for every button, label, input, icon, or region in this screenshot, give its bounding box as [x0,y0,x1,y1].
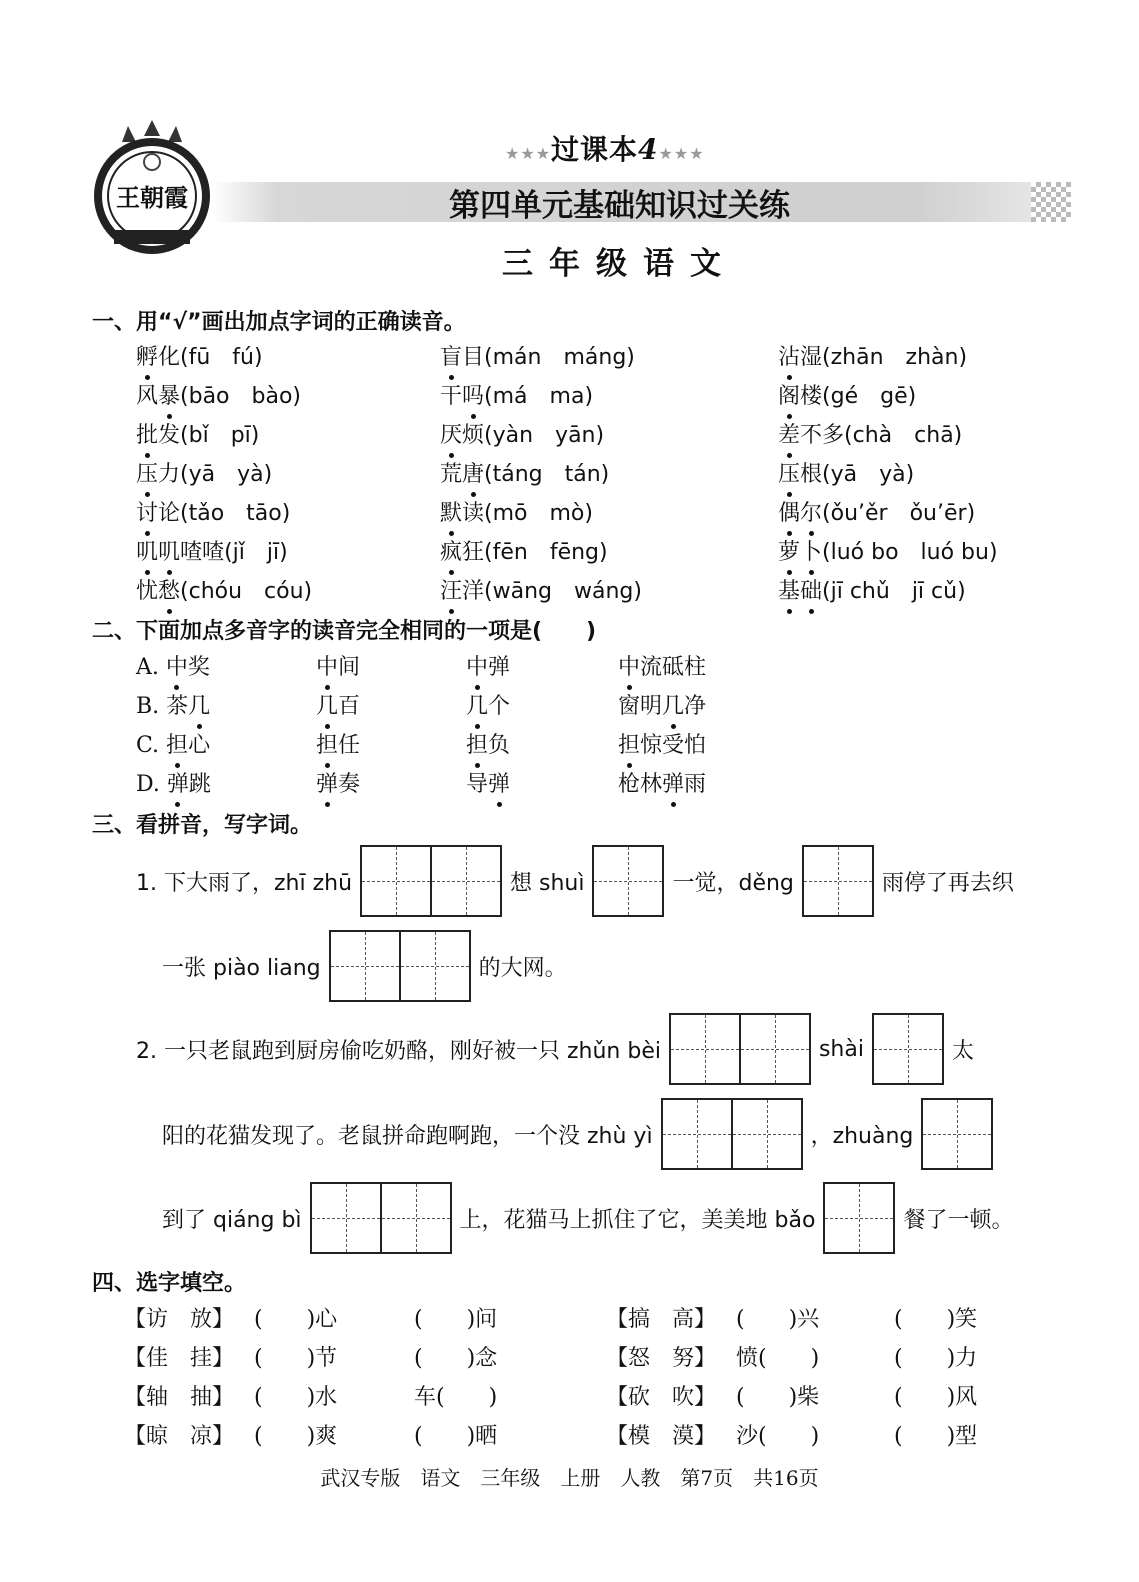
char-choices: 【搞 高】 [606,1307,717,1332]
reading-item [136,574,312,613]
character: 目 [462,345,485,370]
word-text [166,733,210,758]
character: 中 [466,650,488,681]
character: 根 [800,462,823,487]
s3-q1-text-e: 一张 piào liang [162,955,321,981]
fill-blank[interactable]: ( )节 [254,1346,338,1371]
character: 茶 [166,694,189,719]
character: 导 [466,772,489,797]
character: 默 [440,496,462,527]
character: 净 [684,694,707,719]
option-word [316,689,360,720]
item-word [136,501,180,526]
fill-blank[interactable]: ( )笑 [894,1307,978,1332]
character: 盲 [440,340,462,371]
character: 唐 [462,457,484,488]
item-word [778,423,844,448]
character: 压 [136,457,158,488]
word-text [316,655,360,680]
fill-blank[interactable]: ( )爽 [254,1424,338,1449]
character: 萝 [778,535,800,566]
option-word [316,728,360,759]
item-word [136,384,180,409]
reading-item [778,340,998,379]
character: 百 [338,694,361,719]
reading-item [778,379,998,418]
character: 担 [618,728,640,759]
word-text [167,772,211,797]
series-prefix: 过课本 [551,133,639,166]
s3-q1-text-c: 一觉，děng [672,870,794,896]
item-word [440,462,484,487]
character: 不 [800,423,823,448]
s3-q1-text-d: 雨停了再去织 [881,870,1014,896]
reading-item [440,418,642,457]
reading-item [440,457,642,496]
character: 喳 [202,540,225,565]
option-label: A. [136,655,166,680]
word-text [618,733,706,758]
character: 担 [166,728,188,759]
reading-item [440,496,642,535]
s3-q2-text-g: 上，花猫马上抓住了它，美美地 bǎo [459,1207,816,1233]
character: 任 [338,733,361,758]
section4-title: 四、选字填空。 [92,1271,247,1296]
pinyin-options[interactable]: (mán máng) [484,345,635,370]
character: 尔 [800,496,822,527]
character: 叽 [158,535,180,566]
answer-boxes[interactable] [802,845,874,917]
logo-text: 王朝霞 [116,183,188,212]
character: 偶 [778,496,800,527]
answer-boxes[interactable] [310,1182,452,1254]
option-word [136,650,210,681]
item-word [440,540,484,565]
answer-boxes[interactable] [592,845,664,917]
option-label: D. [136,772,167,797]
character: 疯 [440,535,462,566]
pinyin-options[interactable]: (chóu cóu) [180,579,313,604]
s3-q2-text-d: 阳的花猫发现了。老鼠拼命跑啊跑，一个没 zhù yì [162,1123,653,1149]
character: 枪 [618,772,641,797]
reading-item [136,535,312,574]
word-text [466,733,510,758]
character: 狂 [462,540,485,565]
character: 卜 [800,535,822,566]
reading-item [778,496,998,535]
character: 几 [316,689,338,720]
pinyin-options[interactable]: (bǐ pī) [180,423,260,448]
character: 暴 [158,379,180,410]
answer-boxes[interactable] [872,1013,944,1085]
option-word [136,689,210,720]
item-word [440,345,484,370]
character: 跳 [188,772,211,797]
s3-q2-line1 [136,1013,974,1085]
character: 荒 [440,462,463,487]
section1-column-1 [136,340,312,613]
s3-q2-text-c: 太 [951,1038,974,1064]
reading-item [440,379,642,418]
unit-title: 第四单元基础知识过关练 [449,188,790,224]
series-number: 4 [638,133,659,166]
character: 惊 [640,733,663,758]
pinyin-options[interactable]: (tǎo tāo) [180,501,291,526]
reading-item [136,379,312,418]
word-text [618,694,706,719]
character: 叽 [136,535,158,566]
pinyin-options[interactable]: (wāng wáng) [484,579,642,604]
word-text [466,655,510,680]
character: 批 [136,418,158,449]
option-label: B. [136,694,167,719]
character: 弹 [488,655,511,680]
fill-blank[interactable]: ( )型 [894,1424,978,1449]
reading-item [778,418,998,457]
character: 几 [188,689,210,720]
section1-column-2 [440,340,642,613]
item-word [440,501,484,526]
pinyin-options[interactable]: (yā yà) [822,462,915,487]
pinyin-options[interactable]: (fū fú) [180,345,263,370]
character: 负 [488,733,511,758]
reading-item [778,457,998,496]
char-choices: 【砍 吹】 [606,1385,717,1410]
item-word [778,501,822,526]
character: 楼 [800,384,823,409]
character: 力 [158,462,181,487]
item-word [778,384,822,409]
s3-q2-text-h: 餐了一顿。 [903,1207,1014,1233]
character: 压 [778,457,800,488]
word-text [316,772,360,797]
character: 洋 [462,579,485,604]
item-word [440,384,484,409]
fill-row [124,1419,1024,1458]
word-text [466,694,510,719]
character: 忧 [136,579,159,604]
pinyin-options[interactable]: (jī chǔ jī cǔ) [822,579,966,604]
option-word [316,650,360,681]
item-word [440,579,484,604]
character: 中 [316,650,338,681]
item-word [778,579,822,604]
section1-title: 一、用“√”画出加点字词的正确读音。 [92,310,466,335]
item-word [136,423,180,448]
fill-blank[interactable]: ( )柴 [736,1385,820,1410]
word-text [166,694,210,719]
character: 干 [440,384,463,409]
character: 化 [158,345,181,370]
option-word [618,728,706,759]
fill-blank[interactable]: ( )晒 [414,1424,498,1449]
section1-column-3 [778,340,998,613]
option-word [618,650,706,681]
option-word [316,767,360,798]
character: 风 [136,384,159,409]
option-word [466,650,510,681]
character: 窗 [618,694,641,719]
fill-blank[interactable]: 愤( ) [736,1346,820,1371]
item-word [136,462,180,487]
option-word [618,767,706,798]
character: 间 [338,655,361,680]
character: 沾 [778,340,800,371]
word-text [466,772,510,797]
character: 怕 [684,733,707,758]
character: 论 [158,501,181,526]
s3-q2-text-f: 到了 qiáng bì [162,1207,302,1233]
answer-boxes[interactable] [329,930,471,1002]
character: 受 [662,733,685,758]
character: 明 [640,694,663,719]
word-text [618,655,706,680]
reading-item [136,340,312,379]
item-word [778,540,822,565]
s3-q2-line2 [162,1098,993,1170]
character: 喳 [180,540,203,565]
item-word [136,540,224,565]
pinyin-options[interactable]: (mō mò) [484,501,593,526]
character: 弹 [488,767,510,798]
star-icon: ★★★ [658,144,705,163]
word-text [316,733,360,758]
character: 中 [166,650,188,681]
character: 砥 [662,655,685,680]
s3-q1-text-a: 1. 下大雨了，zhī zhū [136,870,353,896]
word-text [316,694,360,719]
option-word [466,689,510,720]
char-choices: 【访 放】 [124,1307,235,1332]
s3-q1-line2 [162,930,567,1002]
fill-blank[interactable]: ( )兴 [736,1307,820,1332]
character: 林 [640,772,663,797]
character: 弹 [316,767,338,798]
fill-blank[interactable]: ( )心 [254,1307,338,1332]
fill-blank[interactable]: ( )力 [894,1346,978,1371]
reading-item [136,496,312,535]
pinyin-options[interactable]: (ǒu’ěr ǒu’ēr) [822,501,976,526]
fill-blank[interactable]: 沙( ) [736,1424,820,1449]
reading-item [440,535,642,574]
word-text [166,655,210,680]
answer-boxes[interactable] [360,845,502,917]
s3-q1-text-f: 的大网。 [478,955,567,981]
reading-item [440,340,642,379]
page-footer: 武汉专版 语文 三年级 上册 人教 第7页 共16页 [320,1466,819,1490]
reading-item [778,574,998,613]
section4-rows [124,1302,1024,1458]
s3-q1-text-b: 想 shuì [510,870,585,896]
item-word [440,423,484,448]
pinyin-options[interactable]: (bāo bào) [180,384,302,409]
s3-q2-text-e: ，zhuàng [810,1123,914,1149]
pinyin-options[interactable]: (zhān zhàn) [822,345,968,370]
fill-blank[interactable]: ( )水 [254,1385,338,1410]
character: 柱 [684,655,707,680]
reading-item [136,457,312,496]
star-icon: ★★★ [505,144,552,163]
option-word [466,728,510,759]
item-word [136,345,180,370]
answer-boxes[interactable] [921,1098,993,1170]
fill-row [124,1302,1024,1341]
pinyin-options[interactable]: (luó bo luó bu) [822,540,998,565]
pinyin-options[interactable]: (táng tán) [484,462,610,487]
pinyin-options[interactable]: (má ma) [484,384,594,409]
answer-boxes[interactable] [661,1098,803,1170]
character: 础 [800,574,822,605]
character: 多 [822,423,845,448]
fill-row [124,1380,1024,1419]
character: 几 [662,689,684,720]
character: 读 [462,501,485,526]
grade-title: 三年级语文 [502,246,737,282]
char-choices: 【怒 努】 [606,1346,717,1371]
character: 差 [778,418,800,449]
character: 奏 [338,772,361,797]
option-word [466,767,510,798]
character: 发 [158,423,181,448]
item-word [778,345,822,370]
character: 雨 [684,772,707,797]
s3-q2-text-a: 2. 一只老鼠跑到厨房偷吃奶酪，刚好被一只 zhǔn bèi [136,1038,661,1064]
character: 讨 [136,496,158,527]
character: 汪 [440,574,462,605]
fill-blank[interactable]: ( )风 [894,1385,978,1410]
section3-title: 三、看拼音，写字词。 [92,813,313,838]
item-word [136,579,180,604]
char-choices: 【模 漠】 [606,1424,717,1449]
pinyin-options[interactable]: (fēn fēng) [484,540,608,565]
pinyin-options[interactable]: (chà chā) [844,423,963,448]
reading-item [136,418,312,457]
option-word [136,728,210,759]
char-choices: 【佳 挂】 [124,1346,235,1371]
character: 担 [466,728,488,759]
character: 烦 [462,423,485,448]
item-word [778,462,822,487]
pinyin-options[interactable]: (jǐ jī) [224,540,288,565]
char-choices: 【晾 凉】 [124,1424,235,1449]
character: 厌 [440,418,462,449]
fill-blank[interactable]: 车( ) [414,1385,498,1410]
section2-title: 二、下面加点多音字的读音完全相同的一项是( ) [92,619,597,644]
series-label [505,128,705,168]
fill-blank[interactable]: ( )念 [414,1346,498,1371]
pinyin-options[interactable]: (gé gē) [822,384,917,409]
character: 奖 [187,655,210,680]
character: 孵 [136,340,158,371]
answer-boxes[interactable] [823,1182,895,1254]
char-choices: 【轴 抽】 [124,1385,235,1410]
character: 吗 [462,379,484,410]
reading-item [440,574,642,613]
character: 阁 [778,379,800,410]
character: 几 [466,689,488,720]
character: 流 [640,655,663,680]
character: 基 [778,574,800,605]
s3-q1-line1 [136,845,1014,917]
fill-row [124,1341,1024,1380]
character: 中 [618,650,640,681]
option-label: C. [136,733,167,758]
option-word [136,767,211,798]
s3-q2-text-b: shài [818,1036,864,1062]
fill-blank[interactable]: ( )问 [414,1307,498,1332]
character: 个 [488,694,511,719]
character: 愁 [158,574,180,605]
option-word [618,689,706,720]
answer-boxes[interactable] [669,1013,811,1085]
character: 湿 [800,345,823,370]
reading-item [778,535,998,574]
pinyin-options[interactable]: (yā yà) [180,462,273,487]
s3-q2-line3 [162,1182,1013,1254]
character: 担 [316,728,338,759]
character: 心 [188,733,211,758]
character: 弹 [662,767,684,798]
word-text [618,772,706,797]
pinyin-options[interactable]: (yàn yān) [484,423,605,448]
character: 弹 [167,767,189,798]
